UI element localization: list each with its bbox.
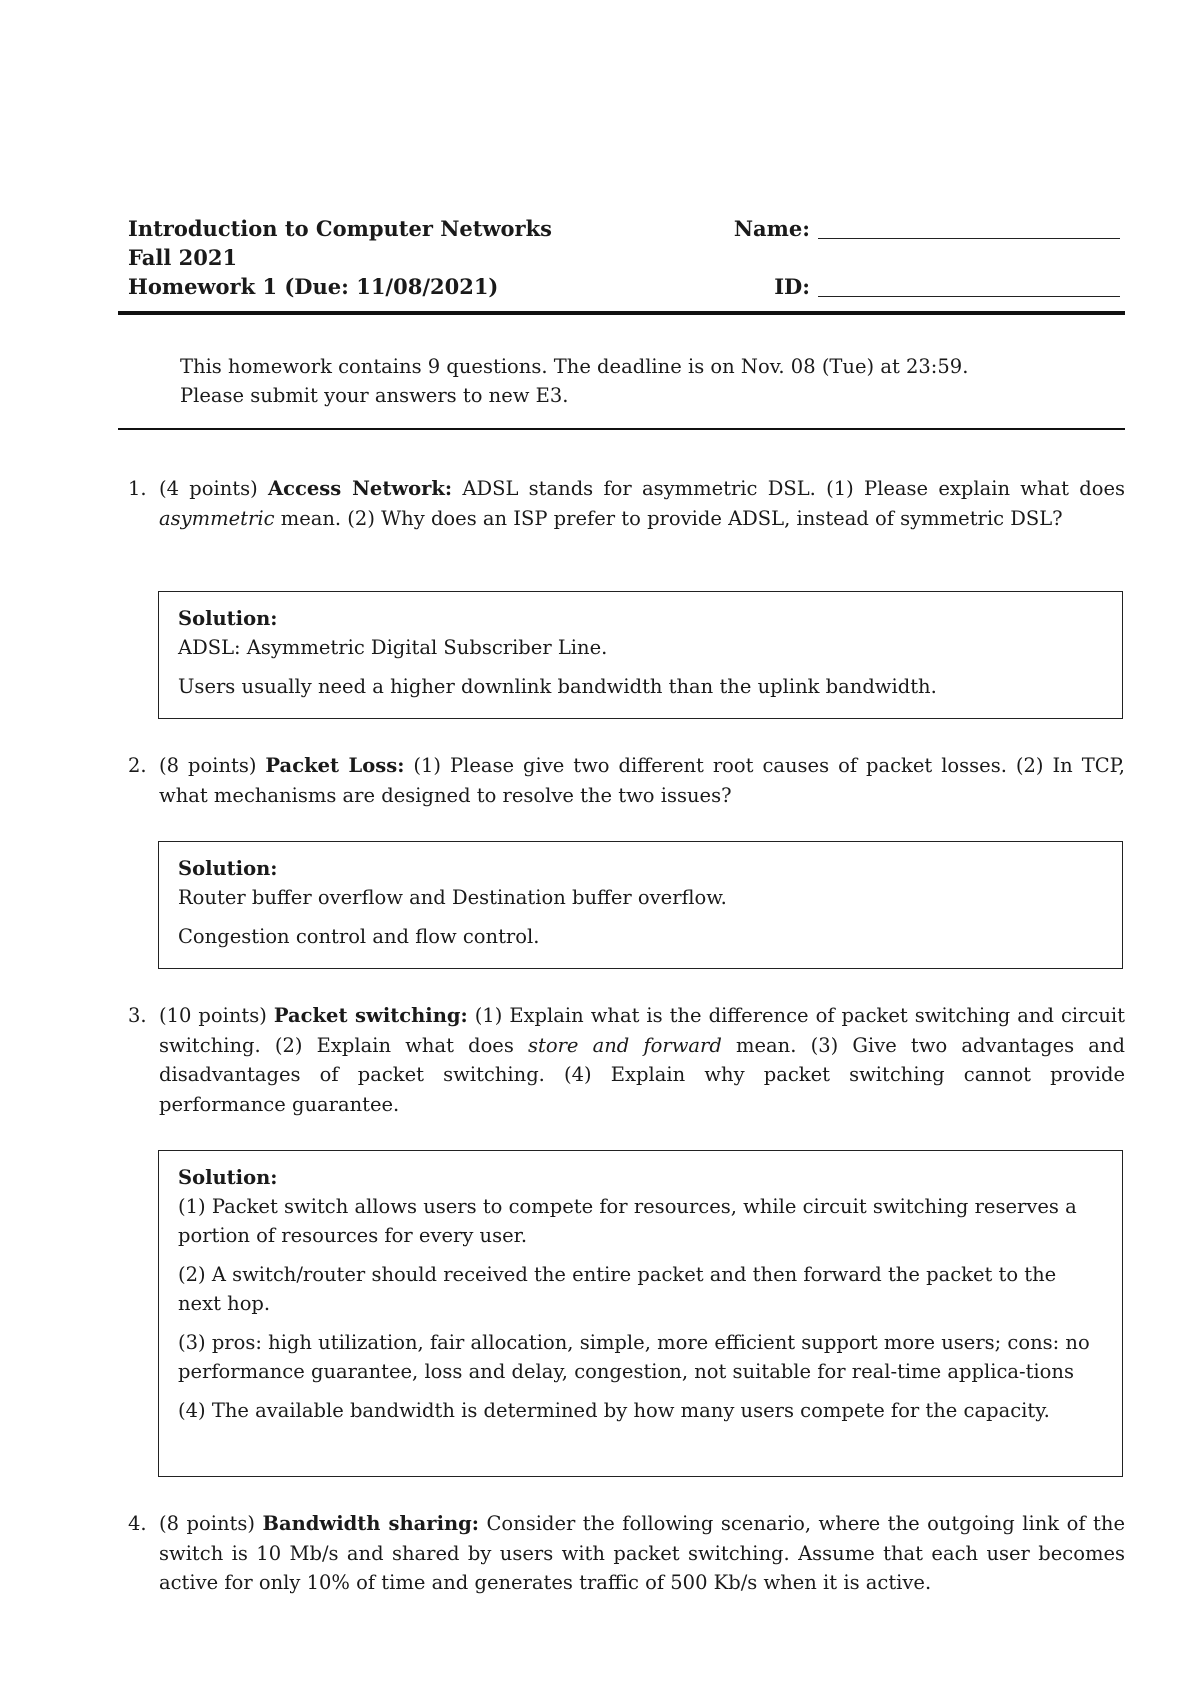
points: (4 points)	[159, 477, 258, 500]
question-text	[159, 1509, 1125, 1598]
points: (10 points)	[159, 1004, 267, 1027]
intro-line-2: Please submit your answers to new E3.	[180, 384, 569, 407]
topic: Access Network:	[268, 477, 453, 500]
name-field[interactable]	[818, 218, 1120, 239]
emphasis: asymmetric	[159, 506, 275, 530]
topic: Packet Loss:	[265, 754, 405, 777]
name-row	[700, 214, 1120, 243]
question-number: 4.	[128, 1512, 147, 1535]
text-part: ADSL stands for asymmetric DSL. (1) Please explain what does	[452, 477, 1125, 500]
solution-title: Solution:	[178, 1166, 278, 1189]
solution-line: (4) The available bandwidth is determined by how many users compete for the capacity.	[178, 1399, 1050, 1422]
text-part: mean. (3) Give two advantages and disadvantages of packet switching. (4) Explain why packet switching cannot provide performance guarantee.	[159, 1033, 1125, 1116]
points: (8 points)	[159, 754, 257, 777]
topic: Bandwidth sharing:	[262, 1512, 479, 1535]
text-part: (1) Please give two different root causes of packet losses. (2) In TCP, what mechanisms are designed to resolve the two issues?	[159, 754, 1126, 807]
term: Fall 2021	[128, 245, 238, 270]
name-label: Name:	[733, 216, 810, 241]
text-part: mean. (2) Why does an ISP prefer to provide ADSL, instead of symmetric DSL?	[274, 506, 1063, 530]
solution-box-3	[158, 1150, 1123, 1477]
solution-box-1	[158, 591, 1123, 719]
question-4	[128, 1509, 1125, 1598]
question-text	[159, 474, 1125, 533]
spacer-row	[700, 243, 1120, 272]
text-part: (1) Explain what is the difference of packet switching and circuit switching. (2) Explain what does	[159, 1004, 1125, 1057]
intro-rule	[118, 428, 1125, 430]
question-3	[128, 1001, 1125, 1119]
solution-box-2	[158, 841, 1123, 969]
course-title: Introduction to Computer Networks	[128, 216, 552, 241]
solution-line: Congestion control and flow control.	[178, 925, 540, 948]
text-part: Consider the following scenario, where the outgoing link of the switch is 10 Mb/s and shared by users with packet switching. Assume that each user becomes active for only 10% of time and generates traffic of 500 Kb/s when it is active.	[159, 1512, 1125, 1594]
question-text	[159, 751, 1125, 810]
solution-line: (3) pros: high utilization, fair allocation, simple, more efficient support more users; cons: no performance guarantee, loss and delay, congestion, not suitable for real-time applica-tions	[178, 1331, 1090, 1383]
solution-line: (2) A switch/router should received the entire packet and then forward the packet to the next hop.	[178, 1263, 1057, 1315]
header-right	[700, 214, 1120, 301]
points: (8 points)	[159, 1512, 255, 1535]
solution-title: Solution:	[178, 607, 278, 630]
intro-text	[180, 352, 968, 410]
solution-title: Solution:	[178, 857, 278, 880]
header-left	[128, 214, 552, 301]
solution-line: ADSL: Asymmetric Digital Subscriber Line.	[178, 636, 608, 659]
topic: Packet switching:	[273, 1004, 468, 1027]
solution-line: (1) Packet switch allows users to compete for resources, while circuit switching reserves a portion of resources for every user.	[178, 1195, 1077, 1247]
question-text	[159, 1001, 1125, 1119]
id-label: ID:	[774, 274, 810, 299]
question-number: 3.	[128, 1004, 147, 1027]
solution-line: Router buffer overflow and Destination buffer overflow.	[178, 886, 727, 909]
question-2	[128, 751, 1125, 810]
id-field[interactable]	[818, 276, 1120, 297]
question-1	[128, 474, 1125, 533]
question-number: 1.	[128, 477, 147, 500]
question-number: 2.	[128, 754, 147, 777]
id-row	[700, 272, 1120, 301]
homework-title: Homework 1 (Due: 11/08/2021)	[128, 274, 499, 299]
intro-line-1: This homework contains 9 questions. The deadline is on Nov. 08 (Tue) at 23:59.	[180, 355, 969, 378]
solution-line: Users usually need a higher downlink bandwidth than the uplink bandwidth.	[178, 675, 937, 698]
header-rule	[118, 311, 1125, 315]
emphasis: store and forward	[528, 1033, 722, 1057]
